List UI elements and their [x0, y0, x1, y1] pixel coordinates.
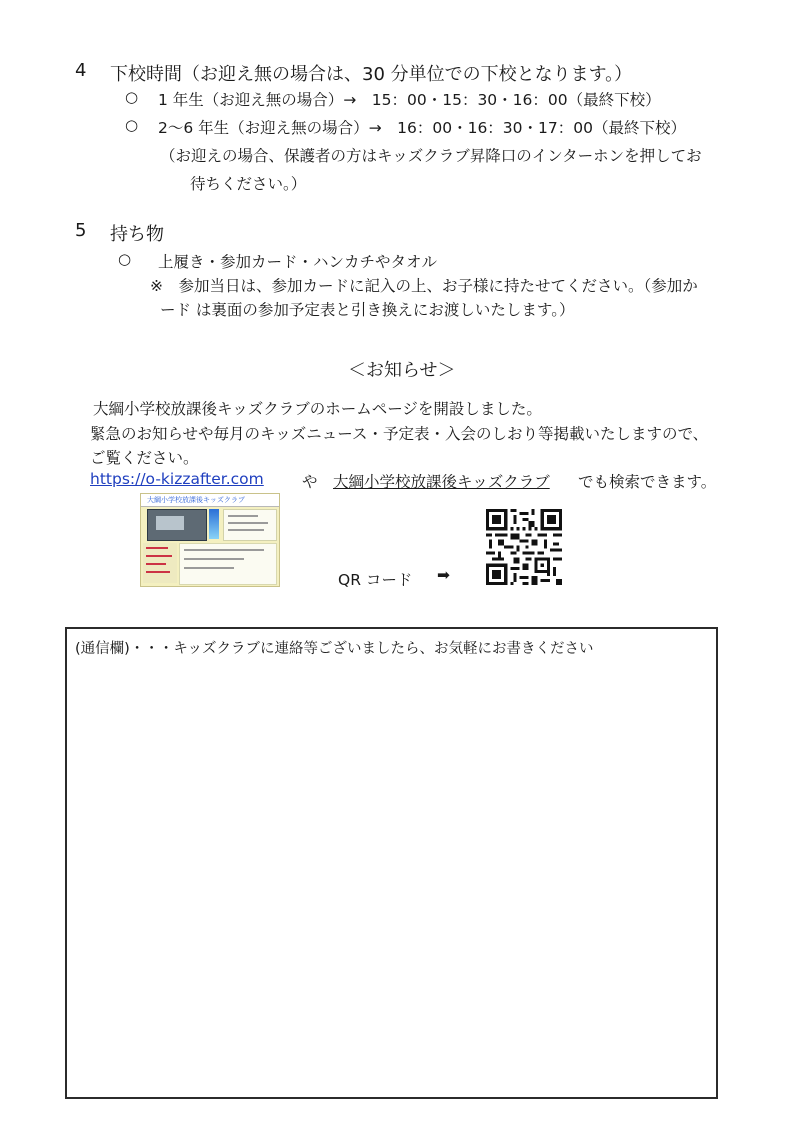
notice-line1: 大綱小学校放課後キッズクラブのホームページを開設しました。 [93, 400, 542, 418]
dismissal-grade1: 1 年生（お迎え無の場合）→ 15：00・15：30・16：00（最終下校） [158, 91, 661, 109]
search-suffix: でも検索できます。 [578, 473, 717, 491]
belongings-note-line1: ※ 参加当日は、参加カードに記入の上、お子様に持たせてください。（参加か [150, 277, 698, 295]
section-5-title: 持ち物 [110, 224, 164, 245]
bullet-circle: ○ [118, 250, 132, 268]
bullet-circle: ○ [125, 88, 139, 106]
memo-label: (通信欄)・・・キッズクラブに連絡等ございましたら、お気軽にお書きください [75, 641, 594, 657]
thumbnail-title: 大綱小学校放課後キッズクラブ [147, 496, 245, 504]
section-5-number: 5 [75, 220, 87, 241]
qr-code-icon[interactable] [486, 509, 562, 585]
thumbnail-banner [209, 509, 219, 539]
section-4-title: 下校時間（お迎え無の場合は、30 分単位での下校となります。） [110, 64, 633, 85]
thumbnail-main [179, 543, 277, 585]
homepage-link[interactable]: https://o-kizzafter.com [90, 470, 264, 488]
thumbnail-photo [147, 509, 207, 541]
thumbnail-sidebar [143, 543, 177, 583]
belongings-note-line2: ード は裏面の参加予定表と引き換えにお渡しいたします。） [160, 301, 575, 319]
website-thumbnail [140, 493, 280, 587]
notice-heading: ＜お知らせ＞ [348, 360, 456, 381]
connector-text: や [302, 473, 318, 491]
bullet-circle: ○ [125, 116, 139, 134]
qr-label: QR コード [338, 571, 413, 589]
thumbnail-panel [223, 509, 277, 541]
qr-arrow-icon: ➡ [437, 566, 450, 584]
search-term: 大綱小学校放課後キッズクラブ [333, 473, 550, 491]
notice-line3: ご覧ください。 [90, 449, 199, 467]
belongings-list: 上履き・参加カード・ハンカチやタオル [158, 253, 438, 271]
pickup-note-line1: （お迎えの場合、保護者の方はキッズクラブ昇降口のインターホンを押してお [160, 147, 702, 165]
memo-box[interactable] [65, 627, 718, 1099]
dismissal-grade2-6: 2～6 年生（お迎え無の場合）→ 16：00・16：30・17：00（最終下校） [158, 119, 686, 137]
notice-line2: 緊急のお知らせや毎月のキッズニュース・予定表・入会のしおり等掲載いたしますので、 [90, 425, 709, 443]
thumbnail-header [141, 494, 279, 507]
pickup-note-line2: 待ちください。） [190, 175, 307, 193]
section-4-number: 4 [75, 60, 87, 81]
